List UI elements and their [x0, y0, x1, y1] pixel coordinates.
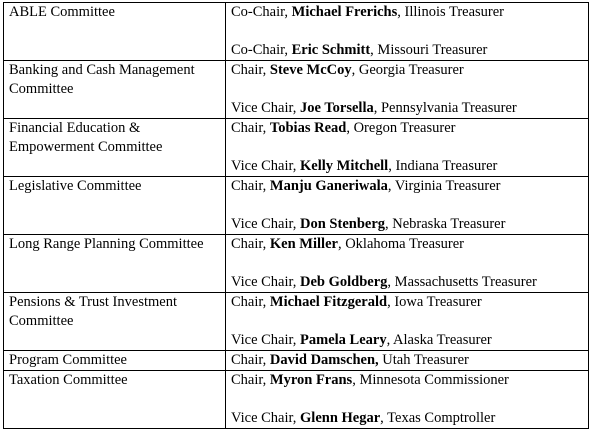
leadership-entry — [231, 351, 584, 370]
person-name: David Damschen, — [269, 352, 379, 368]
person-name: Manju Ganeriwala — [269, 178, 388, 194]
committee-name: ABLE Committee — [4, 3, 226, 61]
committee-name: Legislative Committee — [4, 177, 226, 235]
committee-name: Pensions & Trust Investment Committee — [4, 293, 226, 351]
committee-leadership — [226, 235, 589, 293]
leadership-entry — [231, 215, 584, 234]
role-label: Chair, — [231, 120, 270, 136]
office-title: , Pennsylvania Treasurer — [373, 100, 517, 116]
person-name: Michael Frerichs — [291, 4, 398, 20]
committee-leadership — [226, 61, 589, 119]
role-label: Chair, — [231, 178, 270, 194]
person-name: Kelly Mitchell — [300, 158, 389, 174]
person-name: Glenn Hegar — [300, 410, 381, 426]
person-name: Don Stenberg — [300, 216, 386, 232]
person-name: Joe Torsella — [300, 100, 374, 116]
leadership-entry — [231, 157, 584, 176]
committee-row — [4, 3, 589, 61]
person-name: Myron Frans — [269, 372, 353, 388]
office-title: , Oklahoma Treasurer — [337, 236, 464, 252]
office-title: Utah Treasurer — [378, 352, 469, 368]
committee-leadership — [226, 371, 589, 429]
committee-table-body — [4, 3, 589, 429]
role-label: Vice Chair, — [231, 100, 301, 116]
entry-spacer — [231, 22, 584, 41]
person-name: Tobias Read — [269, 120, 347, 136]
person-name: Ken Miller — [269, 236, 338, 252]
leadership-entry — [231, 119, 584, 138]
office-title: , Oregon Treasurer — [346, 120, 456, 136]
leadership-entry — [231, 293, 584, 312]
role-label: Chair, — [231, 62, 270, 78]
entry-spacer — [231, 138, 584, 157]
committee-name: Financial Education & Empowerment Committee — [4, 119, 226, 177]
person-name: Steve McCoy — [269, 62, 352, 78]
role-label: Chair, — [231, 294, 270, 310]
committee-leadership — [226, 177, 589, 235]
entry-spacer — [231, 80, 584, 99]
role-label: Vice Chair, — [231, 332, 301, 348]
role-label: Co-Chair, — [231, 42, 292, 58]
person-name: Michael Fitzgerald — [269, 294, 388, 310]
office-title: , Georgia Treasurer — [351, 62, 464, 78]
role-label: Chair, — [231, 372, 270, 388]
role-label: Co-Chair, — [231, 4, 292, 20]
office-title: , Nebraska Treasurer — [385, 216, 506, 232]
person-name: Pamela Leary — [300, 332, 387, 348]
committee-row — [4, 119, 589, 177]
role-label: Chair, — [231, 236, 270, 252]
office-title: , Minnesota Commissioner — [352, 372, 509, 388]
committee-name: Long Range Planning Committee — [4, 235, 226, 293]
leadership-entry — [231, 61, 584, 80]
committee-row — [4, 351, 589, 371]
entry-spacer — [231, 196, 584, 215]
committee-table — [3, 2, 589, 429]
person-name: Deb Goldberg — [300, 274, 388, 290]
committee-row — [4, 371, 589, 429]
entry-spacer — [231, 312, 584, 331]
office-title: , Massachusetts Treasurer — [387, 274, 537, 290]
role-label: Vice Chair, — [231, 410, 301, 426]
committee-name: Program Committee — [4, 351, 226, 371]
role-label: Chair, — [231, 352, 270, 368]
committee-row — [4, 293, 589, 351]
leadership-entry — [231, 177, 584, 196]
leadership-entry — [231, 41, 584, 60]
leadership-entry — [231, 331, 584, 350]
leadership-entry — [231, 99, 584, 118]
role-label: Vice Chair, — [231, 216, 301, 232]
office-title: , Iowa Treasurer — [387, 294, 482, 310]
committee-name: Banking and Cash Management Committee — [4, 61, 226, 119]
entry-spacer — [231, 390, 584, 409]
office-title: , Texas Comptroller — [380, 410, 496, 426]
committee-leadership — [226, 3, 589, 61]
office-title: , Illinois Treasurer — [397, 4, 505, 20]
office-title: , Indiana Treasurer — [388, 158, 498, 174]
person-name: Eric Schmitt — [291, 42, 371, 58]
role-label: Vice Chair, — [231, 158, 301, 174]
leadership-entry — [231, 235, 584, 254]
role-label: Vice Chair, — [231, 274, 301, 290]
committee-row — [4, 235, 589, 293]
leadership-entry — [231, 3, 584, 22]
committee-leadership — [226, 119, 589, 177]
committee-leadership — [226, 293, 589, 351]
leadership-entry — [231, 409, 584, 428]
office-title: , Alaska Treasurer — [386, 332, 492, 348]
committee-row — [4, 61, 589, 119]
office-title: , Virginia Treasurer — [387, 178, 501, 194]
committee-leadership — [226, 351, 589, 371]
office-title: , Missouri Treasurer — [370, 42, 488, 58]
leadership-entry — [231, 371, 584, 390]
committee-name: Taxation Committee — [4, 371, 226, 429]
committee-row — [4, 177, 589, 235]
entry-spacer — [231, 254, 584, 273]
leadership-entry — [231, 273, 584, 292]
